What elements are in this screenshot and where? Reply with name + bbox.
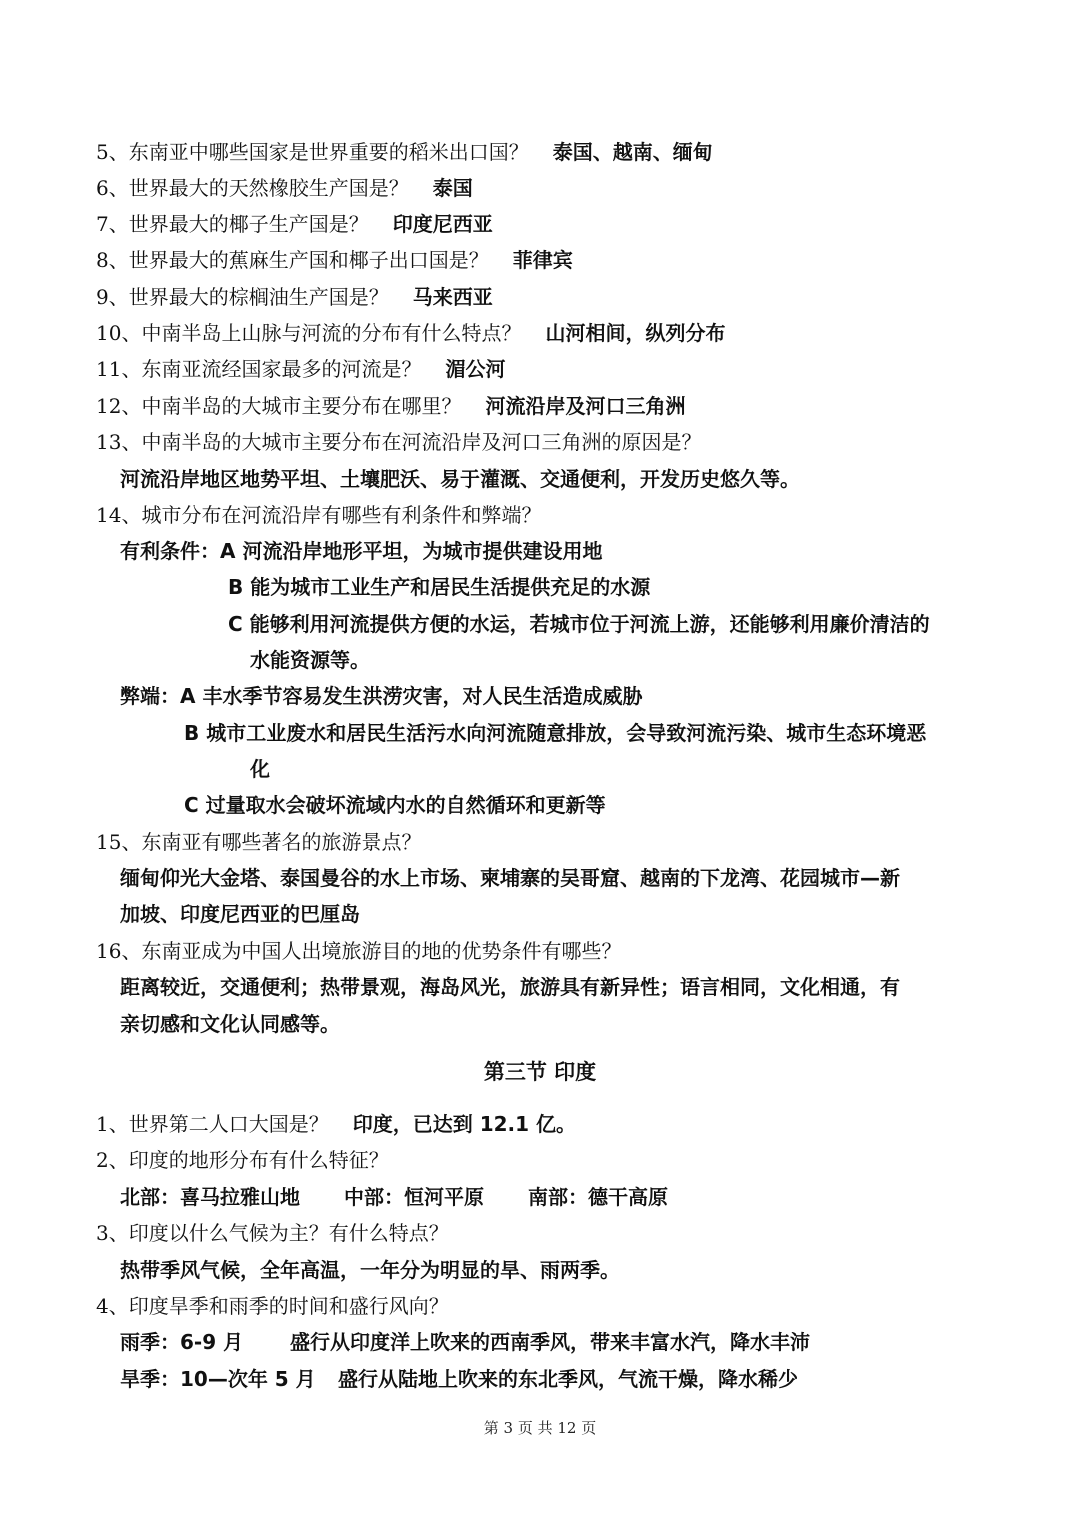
answer-text: 水能资源等。 (250, 648, 370, 672)
answer-line-15a (120, 864, 984, 892)
rainy-season-detail: 盛行从印度洋上吹来的西南季风，带来丰富水汽，降水丰沛 (290, 1330, 810, 1354)
answer-text: 泰国、越南、缅甸 (552, 140, 713, 164)
terrain-middle: 中部：恒河平原 (344, 1185, 484, 1209)
question-text: 3、印度以什么气候为主？有什么特点？ (96, 1221, 449, 1245)
qa-line-10 (96, 319, 984, 347)
rainy-season-label: 雨季：6-9 月 (120, 1330, 244, 1354)
answer-line-rainy-season (120, 1328, 984, 1356)
answer-text: 泰国 (432, 176, 473, 200)
qa-line-6 (96, 174, 984, 202)
answer-text: 弊端：A 丰水季节容易发生洪涝灾害，对人民生活造成威胁 (120, 684, 643, 708)
answer-text: 河流沿岸及河口三角洲 (485, 394, 686, 418)
question-text: 8、世界最大的蕉麻生产国和椰子出口国是？ (96, 248, 489, 272)
question-text: 14、城市分布在河流沿岸有哪些有利条件和弊端？ (96, 503, 542, 527)
answer-line-dry-season (120, 1365, 984, 1393)
answer-line-14f (184, 791, 984, 819)
answer-text: 化 (250, 757, 270, 781)
question-text: 1、世界第二人口大国是？ (96, 1112, 329, 1136)
answer-text: 山河相间，纵列分布 (545, 321, 726, 345)
question-text: 2、印度的地形分布有什么特征？ (96, 1148, 389, 1172)
qa-line-11 (96, 355, 984, 383)
answer-text: 印度尼西亚 (392, 212, 493, 236)
answer-line-14d (120, 682, 984, 710)
question-text: 10、中南半岛上山脉与河流的分布有什么特点？ (96, 321, 522, 345)
answer-line-16a (120, 973, 984, 1001)
qa-line-15 (96, 828, 984, 856)
answer-line-india-2 (120, 1183, 984, 1211)
answer-line-16b (120, 1010, 984, 1038)
dry-season-label: 旱季：10—次年 5 月 (120, 1367, 316, 1391)
answer-text: 印度，已达到 12.1 亿。 (352, 1112, 577, 1136)
answer-text: 马来西亚 (412, 285, 493, 309)
answer-line-13 (120, 465, 984, 493)
answer-text: 缅甸仰光大金塔、泰国曼谷的水上市场、柬埔寨的吴哥窟、越南的下龙湾、花园城市—新 (120, 866, 900, 890)
answer-line-14b (228, 573, 984, 601)
answer-text: 菲律宾 (512, 248, 573, 272)
page-footer: 第 3 页 共 12 页 (483, 1419, 597, 1437)
answer-line-14e-cont (250, 755, 984, 783)
answer-line-14c-cont (250, 646, 984, 674)
answer-text: 有利条件：A 河流沿岸地形平坦，为城市提供建设用地 (120, 539, 603, 563)
question-text: 16、东南亚成为中国人出境旅游目的地的优势条件有哪些？ (96, 939, 622, 963)
question-text: 7、世界最大的椰子生产国是？ (96, 212, 369, 236)
answer-text: 距离较近，交通便利；热带景观，海岛风光，旅游具有新异性；语言相同，文化相通，有 (120, 975, 900, 999)
question-text: 9、世界最大的棕榈油生产国是？ (96, 285, 389, 309)
question-text: 15、东南亚有哪些著名的旅游景点？ (96, 830, 422, 854)
qa-line-5 (96, 138, 984, 166)
qa-line-india-1 (96, 1110, 984, 1138)
question-text: 11、东南亚流经国家最多的河流是？ (96, 357, 422, 381)
qa-line-12 (96, 392, 984, 420)
question-text: 6、世界最大的天然橡胶生产国是？ (96, 176, 409, 200)
question-text: 13、中南半岛的大城市主要分布在河流沿岸及河口三角洲的原因是？ (96, 430, 702, 454)
answer-line-14a (120, 537, 984, 565)
answer-line-15b (120, 900, 984, 928)
question-text: 12、中南半岛的大城市主要分布在哪里？ (96, 394, 462, 418)
answer-text: 热带季风气候，全年高温，一年分为明显的旱、雨两季。 (120, 1258, 620, 1282)
answer-text: C 过量取水会破坏流域内水的自然循环和更新等 (184, 793, 606, 817)
answer-line-india-3 (120, 1256, 984, 1284)
answer-text: 河流沿岸地区地势平坦、土壤肥沃、易于灌溉、交通便利，开发历史悠久等。 (120, 467, 800, 491)
answer-text: 湄公河 (445, 357, 506, 381)
section-title: 第三节 印度 (483, 1060, 597, 1084)
answer-text: C 能够利用河流提供方便的水运，若城市位于河流上游，还能够利用廉价清洁的 (228, 612, 930, 636)
answer-line-14e (184, 719, 984, 747)
qa-line-india-4 (96, 1292, 984, 1320)
qa-line-14 (96, 501, 984, 529)
dry-season-detail: 盛行从陆地上吹来的东北季风，气流干燥，降水稀少 (338, 1367, 798, 1391)
qa-line-13 (96, 428, 984, 456)
qa-line-8 (96, 246, 984, 274)
answer-text: 加坡、印度尼西亚的巴厘岛 (120, 902, 360, 926)
question-text: 5、东南亚中哪些国家是世界重要的稻米出口国？ (96, 140, 529, 164)
qa-line-india-3 (96, 1219, 984, 1247)
answer-line-14c (228, 610, 984, 638)
qa-line-7 (96, 210, 984, 238)
qa-line-16 (96, 937, 984, 965)
answer-text: B 能为城市工业生产和居民生活提供充足的水源 (228, 575, 651, 599)
qa-line-9 (96, 283, 984, 311)
qa-line-india-2 (96, 1146, 984, 1174)
question-text: 4、印度旱季和雨季的时间和盛行风向？ (96, 1294, 449, 1318)
answer-text: B 城市工业废水和居民生活污水向河流随意排放，会导致河流污染、城市生态环境恶 (184, 721, 927, 745)
answer-text: 亲切感和文化认同感等。 (120, 1012, 340, 1036)
terrain-north: 北部：喜马拉雅山地 (120, 1185, 300, 1209)
terrain-south: 南部：德干高原 (528, 1185, 668, 1209)
